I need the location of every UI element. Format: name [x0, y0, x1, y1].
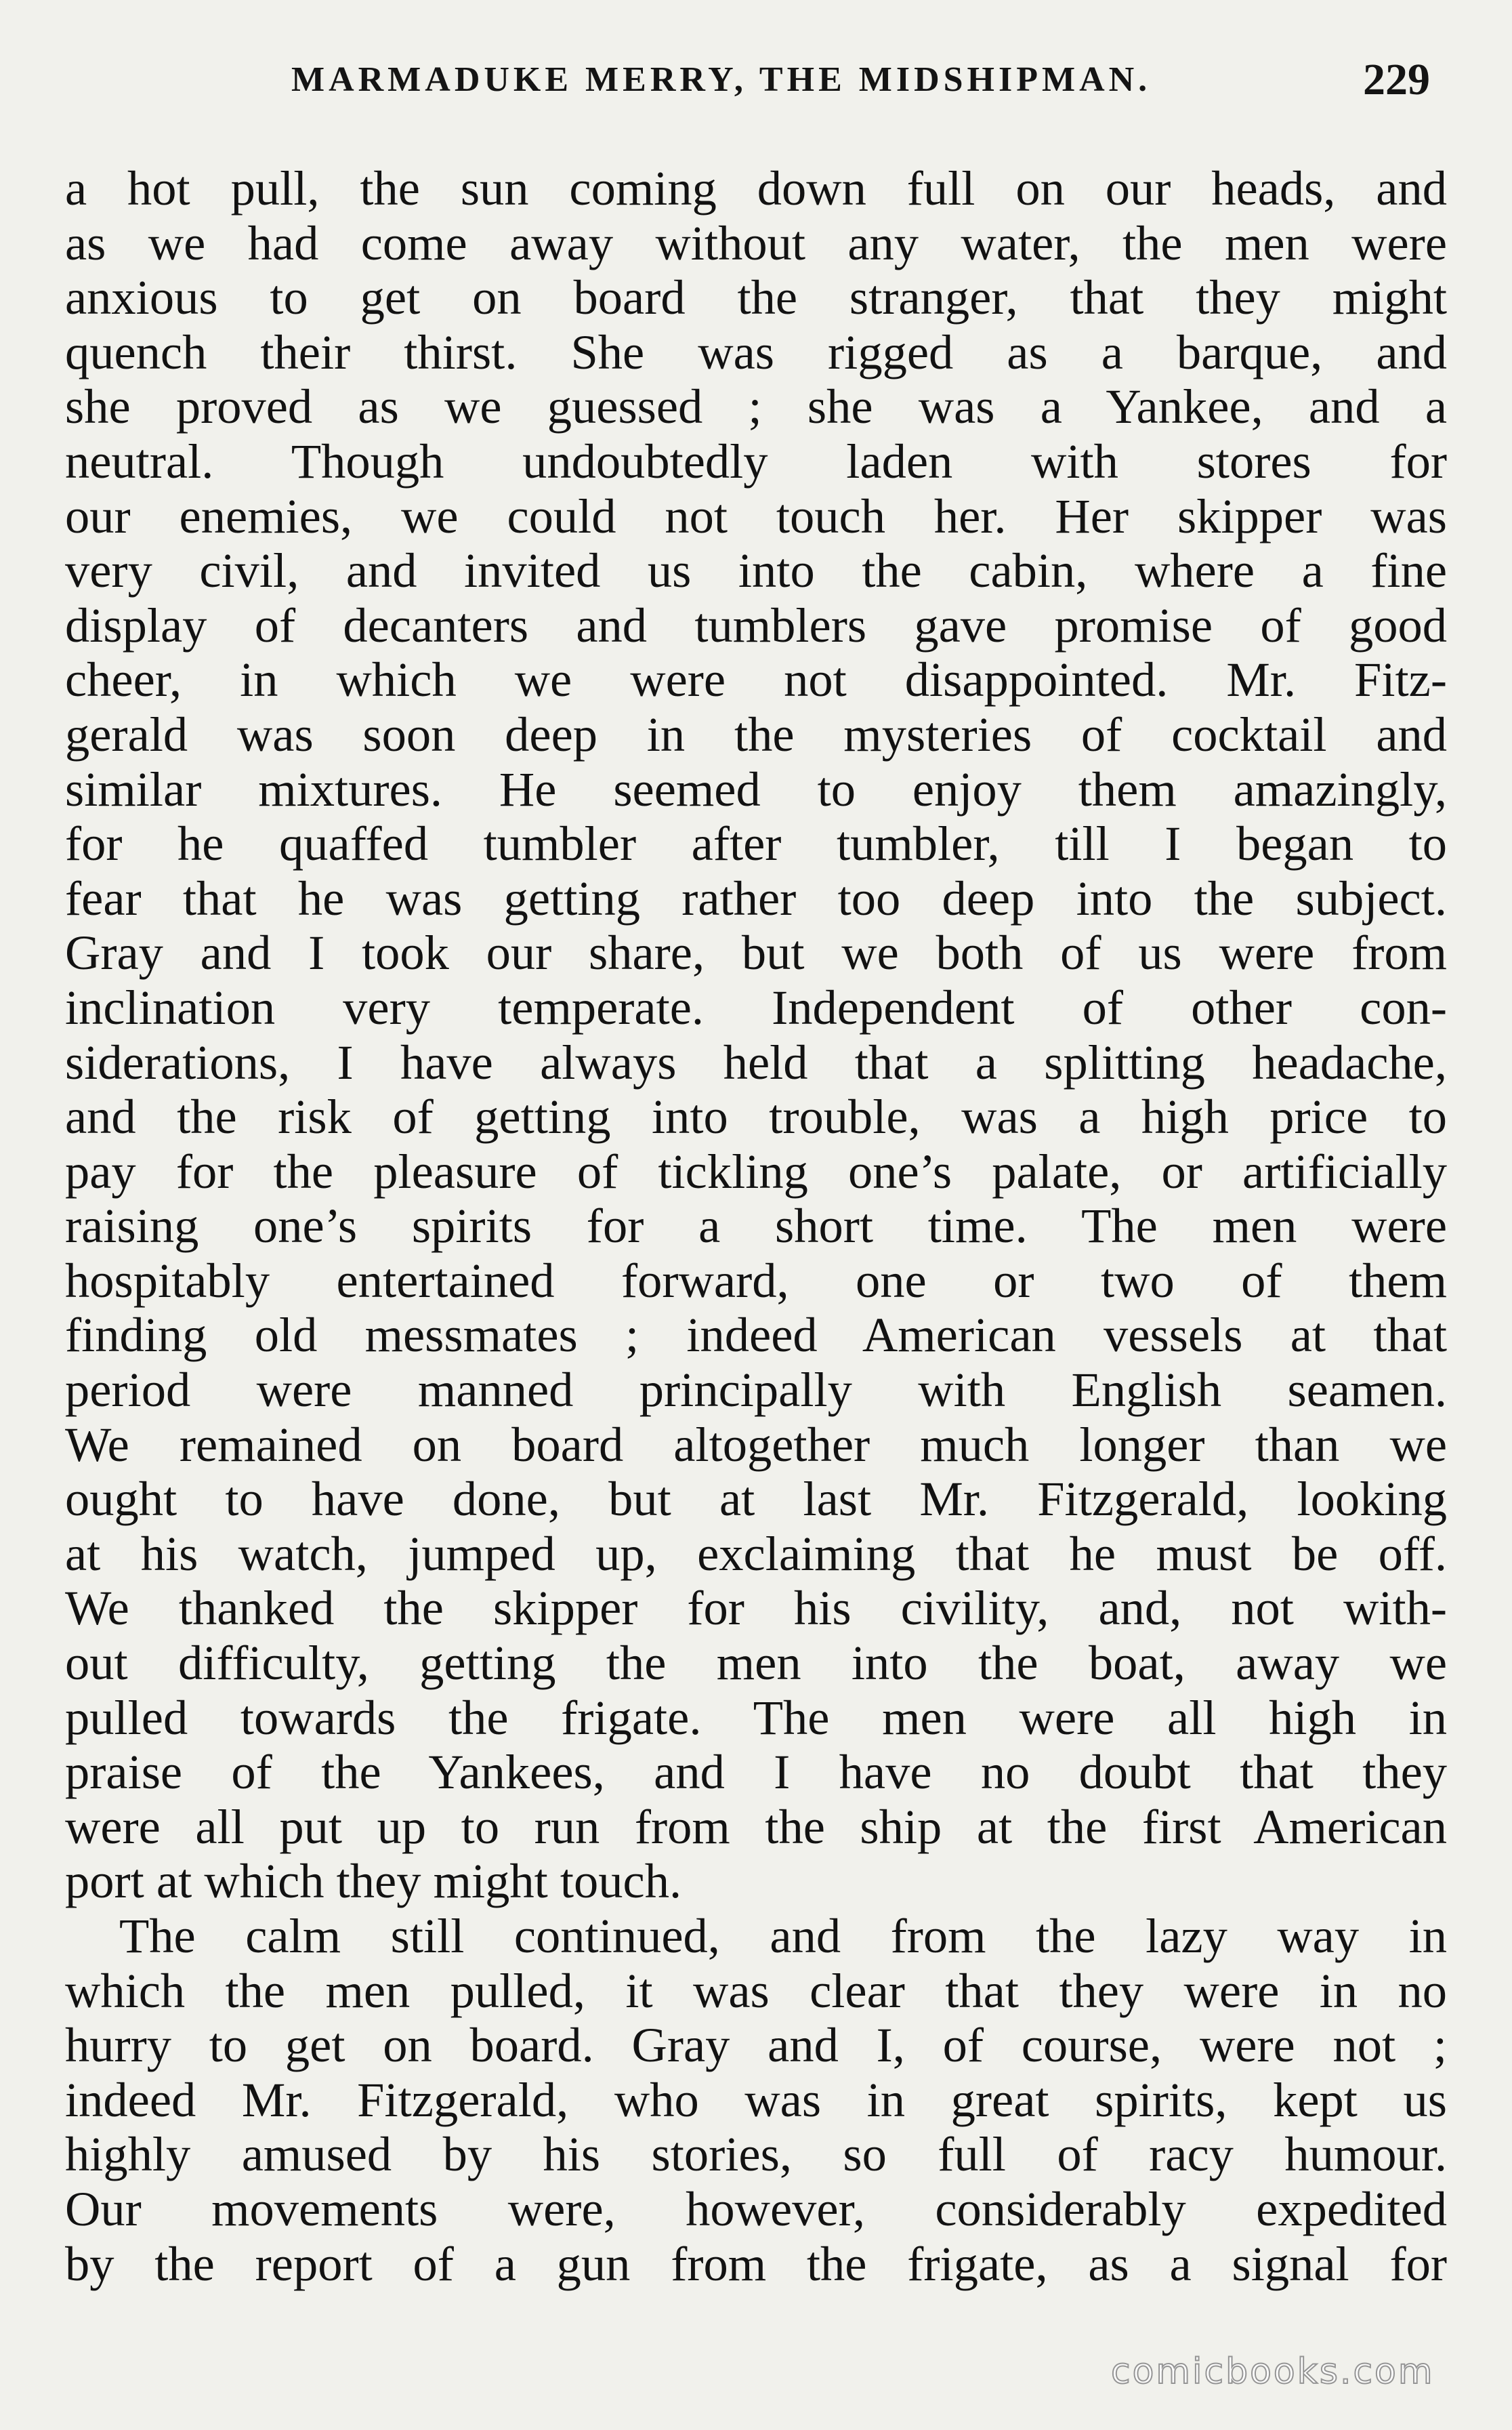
text-line: out difficulty, getting the men into the boat, away we — [65, 1635, 1447, 1691]
text-line: indeed Mr. Fitzgerald, who was in great spirits, kept us — [65, 2072, 1447, 2127]
text-line: praise of the Yankees, and I have no doubt that they — [65, 1744, 1447, 1800]
watermark: comicbooks.com — [1111, 2351, 1435, 2392]
text-line: Gray and I took our share, but we both of us were from — [65, 925, 1447, 981]
text-line: inclination very temperate. Independent of other con- — [65, 979, 1447, 1035]
text-line: anxious to get on board the stranger, that they might — [65, 270, 1447, 325]
text-line: The calm still continued, and from the lazy way in — [119, 1908, 1447, 1963]
text-line: finding old messmates ; indeed American vessels at that — [65, 1307, 1447, 1363]
text-line: which the men pulled, it was clear that they were in no — [65, 1962, 1447, 2018]
text-line: gerald was soon deep in the mysteries of cocktail and — [65, 706, 1447, 762]
text-line: We remained on board altogether much longer than we — [65, 1416, 1447, 1472]
text-line: display of decanters and tumblers gave promise of good — [65, 597, 1447, 653]
text-line: pay for the pleasure of tickling one’s palate, or artificially — [65, 1143, 1447, 1199]
text-line: Our movements were, however, considerably expedited — [65, 2181, 1447, 2236]
text-line: at his watch, jumped up, exclaiming that he must be off. — [65, 1525, 1447, 1581]
text-line: similar mixtures. He seemed to enjoy them amazingly, — [65, 761, 1447, 817]
text-line: she proved as we guessed ; she was a Yankee, and a — [65, 379, 1447, 434]
text-line: fear that he was getting rather too deep into the subject. — [65, 870, 1447, 926]
text-line: very civil, and invited us into the cabin, where a fine — [65, 543, 1447, 598]
text-line: and the risk of getting into trouble, was a high price to — [65, 1089, 1447, 1145]
page-number: 229 — [1363, 55, 1430, 104]
text-line: siderations, I have always held that a splitting headache, — [65, 1034, 1447, 1090]
text-line: port at which they might touch. — [65, 1853, 682, 1909]
text-line: hospitably entertained forward, one or two of them — [65, 1252, 1447, 1308]
text-line: quench their thirst. She was rigged as a barque, and — [65, 324, 1447, 379]
text-line: neutral. Though undoubtedly laden with stores for — [65, 433, 1447, 489]
text-line: hurry to get on board. Gray and I, of course, were not ; — [65, 2017, 1447, 2073]
text-line: by the report of a gun from the frigate, as a signal for — [65, 2236, 1447, 2291]
text-line: our enemies, we could not touch her. Her skipper was — [65, 488, 1447, 543]
text-line: were all put up to run from the ship at the first American — [65, 1798, 1447, 1854]
text-line: ought to have done, but at last Mr. Fitzgerald, looking — [65, 1471, 1447, 1527]
running-header: MARMADUKE MERRY, THE MIDSHIPMAN. — [291, 60, 1152, 99]
text-line: raising one’s spirits for a short time. The men were — [65, 1198, 1447, 1254]
text-line: We thanked the skipper for his civility, and, not with- — [65, 1580, 1447, 1636]
body-text — [65, 161, 1447, 2291]
text-line: cheer, in which we were not disappointed. Mr. Fitz- — [65, 652, 1447, 707]
text-line: for he quaffed tumbler after tumbler, till I began to — [65, 816, 1447, 871]
text-line: pulled towards the frigate. The men were all high in — [65, 1689, 1447, 1745]
text-line: as we had come away without any water, the men were — [65, 215, 1447, 270]
text-line: a hot pull, the sun coming down full on our heads, and — [65, 161, 1447, 215]
text-line: highly amused by his stories, so full of racy humour. — [65, 2126, 1447, 2182]
text-line: period were manned principally with English seamen. — [65, 1362, 1447, 1418]
